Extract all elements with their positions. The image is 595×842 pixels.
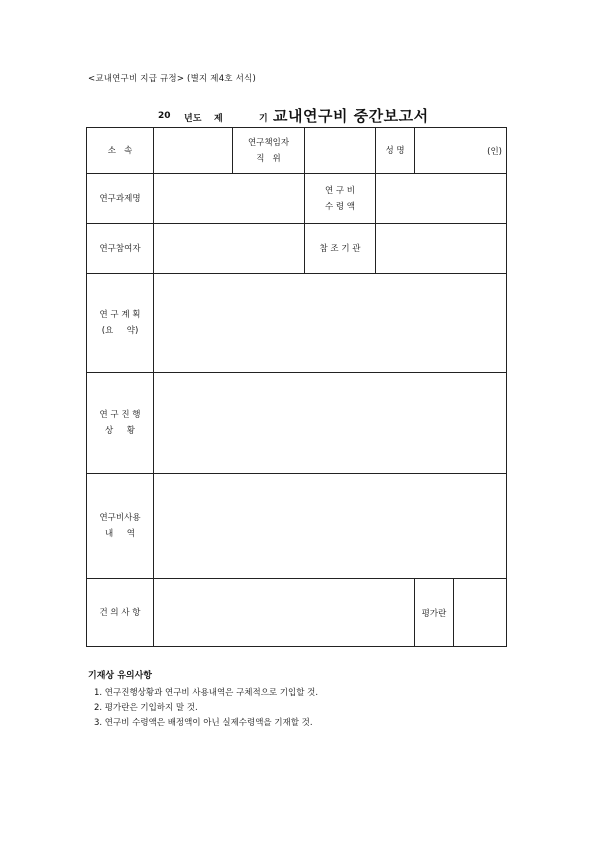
report-form-table	[86, 127, 507, 647]
project-title-label: 연구과제명	[87, 174, 154, 224]
usage-field[interactable]	[154, 474, 507, 579]
plan-label: 연 구 계 획 (요 약)	[87, 274, 154, 373]
plan-field[interactable]	[154, 274, 507, 373]
usage-label: 연구비사용 내 역	[87, 474, 154, 579]
title-main: 교내연구비 중간보고서	[273, 107, 429, 125]
suggestion-field[interactable]	[154, 579, 415, 647]
name-field[interactable]	[415, 128, 507, 174]
title-year-prefix: 20	[158, 111, 171, 121]
instructions-heading: 기재상 유의사항	[88, 671, 152, 681]
evaluation-cell	[415, 579, 507, 647]
title-term-suffix: 기	[259, 114, 268, 124]
instruction-item: 3. 연구비 수령액은 배정액이 아닌 실제수령액을 기재할 것.	[94, 718, 313, 728]
progress-label: 연 구 진 행 상 황	[87, 373, 154, 474]
instruction-item: 2. 평가란은 기입하지 말 것.	[94, 703, 198, 713]
affiliation-label: 소 속	[87, 128, 154, 174]
progress-field[interactable]	[154, 373, 507, 474]
project-title-field[interactable]	[154, 174, 305, 224]
title-year-label: 년도	[184, 114, 202, 124]
instruction-item: 1. 연구진행상황과 연구비 사용내역은 구체적으로 기입할 것.	[94, 688, 319, 698]
partner-org-label: 참 조 기 관	[305, 224, 376, 274]
form-header-note: <교내연구비 지급 규정> (별지 제4호 서식)	[88, 74, 256, 84]
participants-field[interactable]	[154, 224, 305, 274]
evaluation-field[interactable]	[454, 579, 507, 646]
fund-field[interactable]	[376, 174, 507, 224]
fund-label: 연 구 비 수 령 액	[305, 174, 376, 224]
participants-label: 연구참여자	[87, 224, 154, 274]
responsible-field[interactable]	[305, 128, 376, 174]
responsible-label: 연구책임자 직 위	[233, 128, 305, 174]
partner-org-field[interactable]	[376, 224, 507, 274]
evaluation-label: 평가란	[415, 579, 454, 646]
suggestion-label: 건 의 사 항	[87, 579, 154, 647]
instructions	[88, 668, 318, 731]
title-term-label: 제	[214, 114, 223, 124]
affiliation-field[interactable]	[154, 128, 233, 174]
seal-mark: (인)	[487, 146, 502, 157]
name-label: 성 명	[376, 128, 415, 174]
form-title	[0, 104, 595, 128]
